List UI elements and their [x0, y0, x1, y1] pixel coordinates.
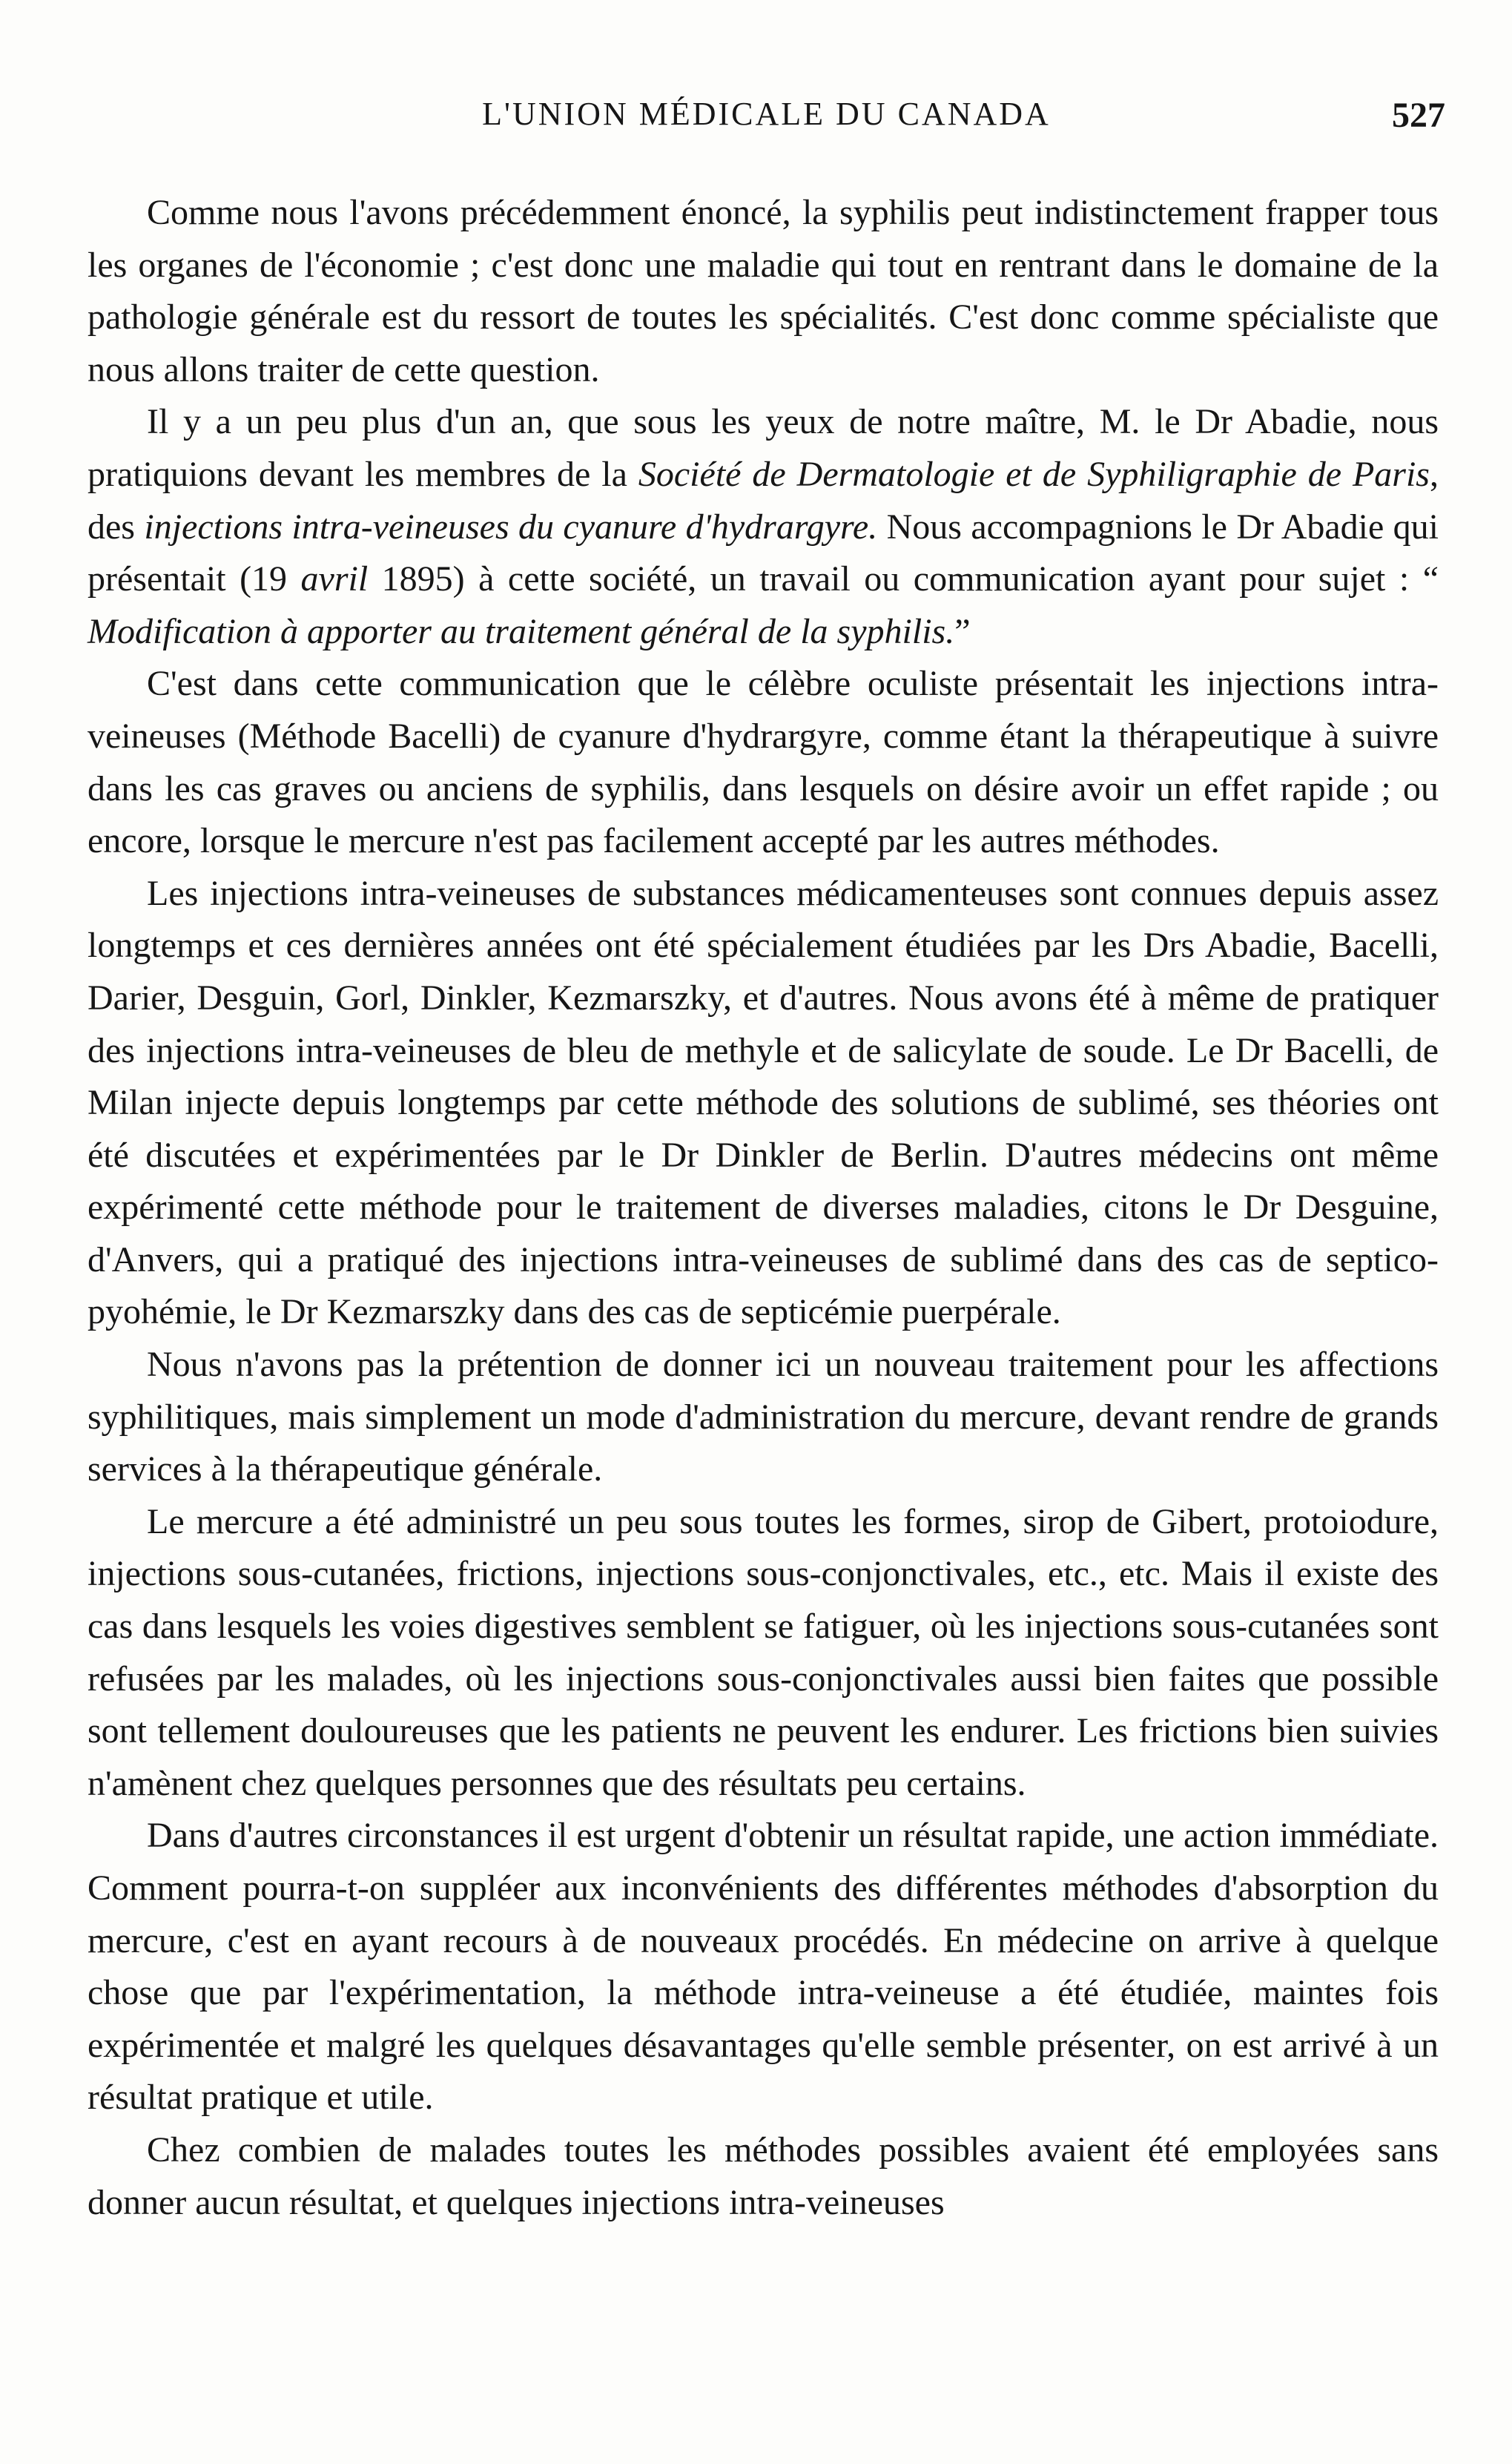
paragraph-3: C'est dans cette communication que le célèbre oculiste présentait les injections intra-veineuses (Méthode Bacelli) de cyanure d'hydrargyre, comme étant la thérapeutique à suivre dans les cas graves ou anciens de syphilis, dans lesquels on désire avoir un effet rapide ; ou encore, lorsque le mercure n'est pas facilement accepté par les autres méthodes.: [88, 664, 1439, 861]
p2-text-2: , des: [88, 454, 1439, 547]
paragraph-2: [88, 396, 1439, 658]
p2-text-1: Il y a un peu plus d'un an, que sous les yeux de notre maître, M. le Dr Abadie, nous pratiquions devant les membres de la: [88, 402, 1439, 494]
p2-communication-title: Modification à apporter au traitement général de la syphilis.: [88, 611, 955, 651]
paragraph-5: Nous n'avons pas la prétention de donner ici un nouveau traitement pour les affections syphilitiques, mais simplement un mode d'administration du mercure, devant rendre de grands services à la thérapeutique générale.: [88, 1345, 1439, 1489]
paragraph-8: Chez combien de malades toutes les méthodes possibles avaient été employées sans donner aucun résultat, et quelques injections intra-veineuses: [88, 2129, 1439, 2222]
p2-society-name: Société de Dermatologie et de Syphiligraphie de Paris: [638, 454, 1430, 494]
article-body: [88, 187, 1439, 2229]
p2-text-3: Nous accompagnions le Dr Abadie qui présentait (19: [88, 507, 1439, 599]
running-title: L'UNION MÉDICALE DU CANADA: [482, 96, 1051, 132]
paragraph-1: Comme nous l'avons précédemment énoncé, la syphilis peut indistinctement frapper tous les organes de l'économie ; c'est donc une maladie qui tout en rentrant dans le domaine de la pathologie générale est du ressort de toutes les spécialités. C'est donc comme spécialiste que nous allons traiter de cette question.: [88, 193, 1439, 389]
paragraph-7: Dans d'autres circonstances il est urgent d'obtenir un résultat rapide, une action immédiate. Comment pourra-t-on suppléer aux inconvénients des différentes méthodes d'absorption du mercure, c'est en ayant recours à de nouveaux procédés. En médecine on arrive à quelque chose que par l'expérimentation, la méthode intra-veineuse a été étudiée, maintes fois expérimentée et malgré les quelques désavantages qu'elle semble présenter, on est arrivé à un résultat pratique et utile.: [88, 1816, 1439, 2118]
page-header: [88, 95, 1445, 154]
paragraph-6: Le mercure a été administré un peu sous toutes les formes, sirop de Gibert, protoiodure, injections sous-cutanées, frictions, injections sous-conjonctivales, etc., etc. Mais il existe des cas dans lesquels les voies digestives semblent se fatiguer, où les injections sous-cutanées sont refusées par les malades, où les injections sous-conjonctivales aussi bien faites que possible sont tellement douloureuses que les patients ne peuvent les endurer. Les frictions bien suivies n'amènent chez quelques personnes que des résultats peu certains.: [88, 1501, 1439, 1803]
p2-text-4: 1895) à cette société, un travail ou communication ayant pour sujet : “: [368, 559, 1439, 599]
p2-text-5: ”: [954, 611, 971, 651]
p2-month: avril: [300, 559, 369, 599]
p2-injections-title: injections intra-veineuses du cyanure d'hydrargyre.: [144, 507, 878, 547]
paragraph-4: Les injections intra-veineuses de substances médicamenteuses sont connues depuis assez longtemps et ces dernières années ont été spécialement étudiées par les Drs Abadie, Bacelli, Darier, Desguin, Gorl, Dinkler, Kezmarszky, et d'autres. Nous avons été à même de pratiquer des injections intra-veineuses de bleu de methyle et de salicylate de soude. Le Dr Bacelli, de Milan injecte depuis longtemps par cette méthode des solutions de sublimé, ses théories ont été discutées et expérimentées par le Dr Dinkler de Berlin. D'autres médecins ont même expérimenté cette méthode pour le traitement de diverses maladies, citons le Dr Desguine, d'Anvers, qui a pratiqué des injections intra-veineuses de sublimé dans des cas de septico-pyohémie, le Dr Kezmarszky dans des cas de septicémie puerpérale.: [88, 873, 1439, 1332]
page-number: 527: [1392, 96, 1445, 135]
